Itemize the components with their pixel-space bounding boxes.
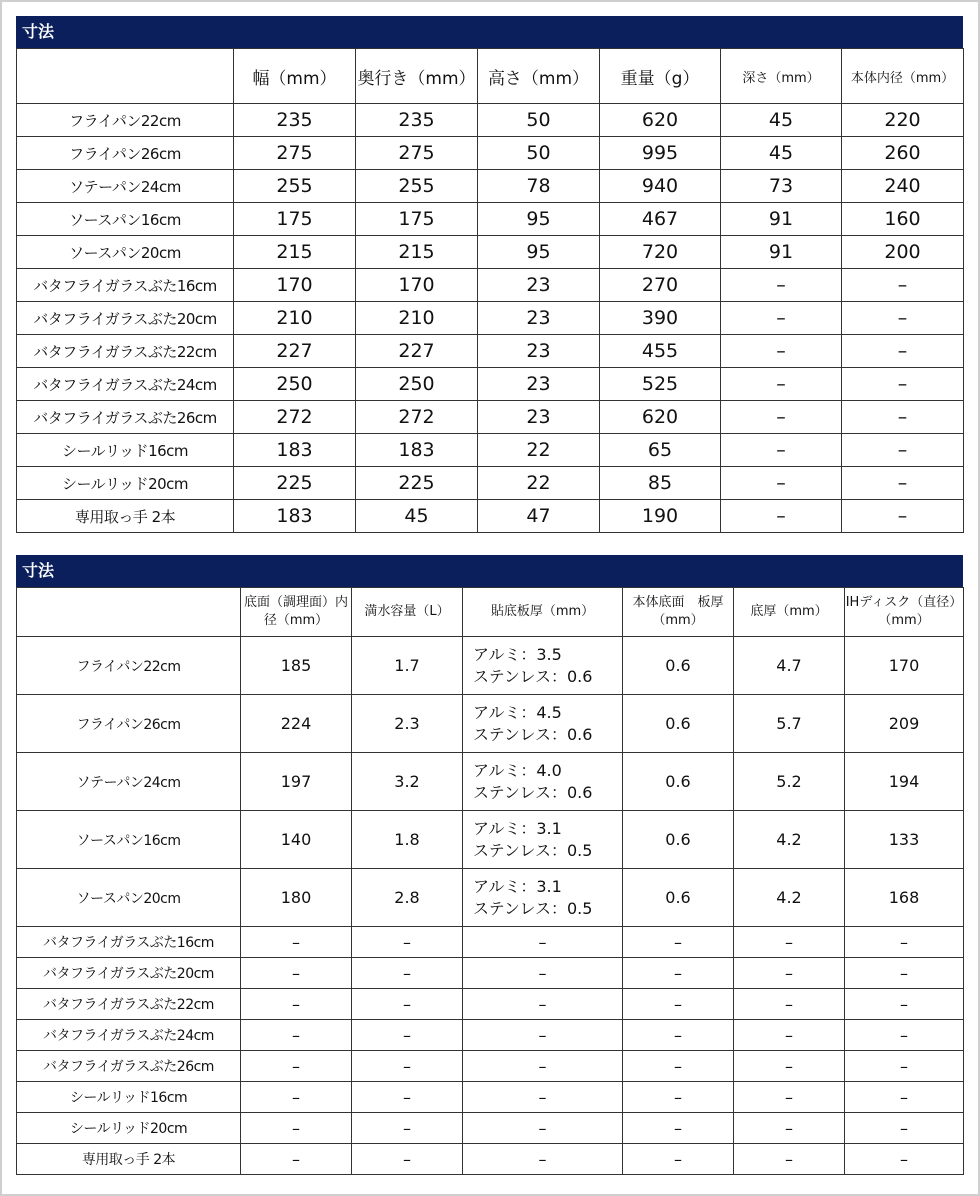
value-cell: 0.6 xyxy=(623,753,734,811)
value-cell: 5.7 xyxy=(734,695,845,753)
value-cell: 170 xyxy=(234,269,356,302)
value-cell: – xyxy=(734,1113,845,1144)
value-cell: 5.2 xyxy=(734,753,845,811)
value-cell: 45 xyxy=(721,104,842,137)
table-row xyxy=(17,302,964,335)
value-cell: – xyxy=(623,1051,734,1082)
product-name-cell: バタフライガラスぶた24cm xyxy=(17,1020,241,1051)
value-cell: – xyxy=(842,269,964,302)
dimensions-table-1 xyxy=(16,48,964,533)
plate-thickness-cell xyxy=(463,1020,623,1051)
value-cell: – xyxy=(352,1113,463,1144)
plate-line: ステンレス：0.6 xyxy=(473,666,593,686)
value-cell: – xyxy=(734,1144,845,1175)
value-cell: – xyxy=(352,989,463,1020)
header-cell: 本体内径（mm） xyxy=(842,49,964,104)
header-cell: 重量（g） xyxy=(600,49,721,104)
value-cell: 183 xyxy=(234,434,356,467)
value-cell: – xyxy=(352,958,463,989)
value-cell: – xyxy=(721,467,842,500)
table-row xyxy=(17,401,964,434)
value-cell: – xyxy=(845,958,964,989)
value-cell: 168 xyxy=(845,869,964,927)
plate-thickness-cell xyxy=(463,1082,623,1113)
value-cell: 95 xyxy=(478,203,600,236)
table-row xyxy=(17,869,964,927)
value-cell: 4.2 xyxy=(734,869,845,927)
dimensions-section-2 xyxy=(16,555,963,1175)
value-cell: 133 xyxy=(845,811,964,869)
value-cell: 250 xyxy=(234,368,356,401)
plate-thickness-cell xyxy=(463,637,623,695)
table-row xyxy=(17,1082,964,1113)
value-cell: – xyxy=(721,434,842,467)
value-cell: 270 xyxy=(600,269,721,302)
value-cell: 23 xyxy=(478,269,600,302)
value-cell: 180 xyxy=(241,869,352,927)
value-cell: 23 xyxy=(478,368,600,401)
product-name-cell: ソースパン16cm xyxy=(17,203,234,236)
value-cell: 995 xyxy=(600,137,721,170)
value-cell: 85 xyxy=(600,467,721,500)
value-cell: 240 xyxy=(842,170,964,203)
table-row xyxy=(17,236,964,269)
value-cell: – xyxy=(241,989,352,1020)
value-cell: 227 xyxy=(234,335,356,368)
table-row xyxy=(17,811,964,869)
table-row xyxy=(17,500,964,533)
value-cell: – xyxy=(241,1082,352,1113)
plate-line: – xyxy=(538,932,547,952)
product-name-cell: ソースパン20cm xyxy=(17,869,241,927)
value-cell: 272 xyxy=(234,401,356,434)
value-cell: – xyxy=(721,302,842,335)
value-cell: 91 xyxy=(721,236,842,269)
value-cell: 197 xyxy=(241,753,352,811)
product-name-cell: ソテーパン24cm xyxy=(17,753,241,811)
header-cell xyxy=(17,588,241,637)
value-cell: 215 xyxy=(356,236,478,269)
value-cell: 3.2 xyxy=(352,753,463,811)
product-name-cell: フライパン22cm xyxy=(17,637,241,695)
value-cell: – xyxy=(845,989,964,1020)
product-name-cell: バタフライガラスぶた26cm xyxy=(17,401,234,434)
value-cell: – xyxy=(734,958,845,989)
plate-thickness-cell xyxy=(463,1051,623,1082)
plate-line: ステンレス：0.6 xyxy=(473,782,593,802)
value-cell: 1.8 xyxy=(352,811,463,869)
value-cell: – xyxy=(845,927,964,958)
value-cell: – xyxy=(845,1051,964,1082)
value-cell: 185 xyxy=(241,637,352,695)
value-cell: 209 xyxy=(845,695,964,753)
header-row xyxy=(17,49,964,104)
value-cell: 235 xyxy=(356,104,478,137)
table-row xyxy=(17,1051,964,1082)
product-name-cell: シールリッド20cm xyxy=(17,467,234,500)
value-cell: 73 xyxy=(721,170,842,203)
value-cell: – xyxy=(241,1020,352,1051)
value-cell: 2.3 xyxy=(352,695,463,753)
product-name-cell: フライパン22cm xyxy=(17,104,234,137)
plate-thickness-cell xyxy=(463,869,623,927)
value-cell: – xyxy=(623,989,734,1020)
table-row xyxy=(17,989,964,1020)
value-cell: – xyxy=(623,1020,734,1051)
table-row xyxy=(17,434,964,467)
value-cell: – xyxy=(721,368,842,401)
value-cell: 175 xyxy=(356,203,478,236)
value-cell: 45 xyxy=(356,500,478,533)
value-cell: 220 xyxy=(842,104,964,137)
plate-thickness-cell xyxy=(463,958,623,989)
value-cell: 1.7 xyxy=(352,637,463,695)
table-row xyxy=(17,104,964,137)
header-cell: 深さ（mm） xyxy=(721,49,842,104)
value-cell: 0.6 xyxy=(623,869,734,927)
header-cell: 底厚（mm） xyxy=(734,588,845,637)
plate-thickness-cell xyxy=(463,927,623,958)
plate-line: ステンレス：0.5 xyxy=(473,898,593,918)
value-cell: 0.6 xyxy=(623,811,734,869)
plate-line: – xyxy=(538,1149,547,1169)
product-name-cell: バタフライガラスぶた16cm xyxy=(17,927,241,958)
product-name-cell: シールリッド16cm xyxy=(17,434,234,467)
value-cell: 200 xyxy=(842,236,964,269)
value-cell: – xyxy=(842,434,964,467)
value-cell: 45 xyxy=(721,137,842,170)
value-cell: – xyxy=(842,500,964,533)
value-cell: 272 xyxy=(356,401,478,434)
product-name-cell: バタフライガラスぶた16cm xyxy=(17,269,234,302)
value-cell: 91 xyxy=(721,203,842,236)
value-cell: 250 xyxy=(356,368,478,401)
table-row xyxy=(17,269,964,302)
product-name-cell: バタフライガラスぶた26cm xyxy=(17,1051,241,1082)
value-cell: 255 xyxy=(234,170,356,203)
value-cell: 78 xyxy=(478,170,600,203)
value-cell: 620 xyxy=(600,104,721,137)
value-cell: 225 xyxy=(234,467,356,500)
plate-line: – xyxy=(538,1025,547,1045)
value-cell: 22 xyxy=(478,434,600,467)
plate-line: アルミ：3.5 xyxy=(473,644,562,664)
plate-thickness-cell xyxy=(463,695,623,753)
value-cell: 225 xyxy=(356,467,478,500)
product-name-cell: バタフライガラスぶた22cm xyxy=(17,335,234,368)
value-cell: 140 xyxy=(241,811,352,869)
value-cell: 215 xyxy=(234,236,356,269)
plate-line: – xyxy=(538,1056,547,1076)
value-cell: – xyxy=(734,927,845,958)
value-cell: – xyxy=(623,1082,734,1113)
plate-line: – xyxy=(538,963,547,983)
value-cell: – xyxy=(241,927,352,958)
header-cell: 底面（調理面）内径（mm） xyxy=(241,588,352,637)
header-cell: 幅（mm） xyxy=(234,49,356,104)
value-cell: – xyxy=(842,467,964,500)
plate-thickness-cell xyxy=(463,1144,623,1175)
value-cell: – xyxy=(623,958,734,989)
table-row xyxy=(17,467,964,500)
product-name-cell: ソースパン16cm xyxy=(17,811,241,869)
value-cell: 190 xyxy=(600,500,721,533)
value-cell: 525 xyxy=(600,368,721,401)
product-name-cell: シールリッド16cm xyxy=(17,1082,241,1113)
table-row xyxy=(17,1144,964,1175)
value-cell: 2.8 xyxy=(352,869,463,927)
value-cell: – xyxy=(845,1113,964,1144)
header-cell: 高さ（mm） xyxy=(478,49,600,104)
value-cell: 23 xyxy=(478,302,600,335)
plate-line: – xyxy=(538,1118,547,1138)
header-cell: 満水容量（L） xyxy=(352,588,463,637)
dimensions-table-2 xyxy=(16,587,964,1175)
value-cell: 224 xyxy=(241,695,352,753)
plate-line: アルミ：4.5 xyxy=(473,702,562,722)
value-cell: – xyxy=(721,335,842,368)
value-cell: 47 xyxy=(478,500,600,533)
header-cell: 本体底面 板厚（mm） xyxy=(623,588,734,637)
value-cell: 260 xyxy=(842,137,964,170)
value-cell: 0.6 xyxy=(623,637,734,695)
product-name-cell: ソースパン20cm xyxy=(17,236,234,269)
header-row xyxy=(17,588,964,637)
table-row xyxy=(17,927,964,958)
value-cell: – xyxy=(734,989,845,1020)
table-row xyxy=(17,753,964,811)
value-cell: – xyxy=(734,1082,845,1113)
value-cell: 467 xyxy=(600,203,721,236)
product-name-cell: バタフライガラスぶた20cm xyxy=(17,302,234,335)
value-cell: – xyxy=(352,1020,463,1051)
dimensions-section-1 xyxy=(16,16,963,533)
value-cell: – xyxy=(842,335,964,368)
value-cell: – xyxy=(241,1144,352,1175)
plate-line: ステンレス：0.5 xyxy=(473,840,593,860)
value-cell: 620 xyxy=(600,401,721,434)
header-cell: 奥行き（mm） xyxy=(356,49,478,104)
table-row xyxy=(17,958,964,989)
value-cell: – xyxy=(623,1113,734,1144)
value-cell: 275 xyxy=(234,137,356,170)
product-name-cell: 専用取っ手 2本 xyxy=(17,1144,241,1175)
value-cell: 210 xyxy=(356,302,478,335)
table-row xyxy=(17,695,964,753)
header-cell: IHディスク（直径）（mm） xyxy=(845,588,964,637)
section-title: 寸法 xyxy=(16,555,963,587)
value-cell: – xyxy=(352,1082,463,1113)
value-cell: 50 xyxy=(478,104,600,137)
value-cell: 4.7 xyxy=(734,637,845,695)
value-cell: – xyxy=(623,927,734,958)
value-cell: – xyxy=(845,1020,964,1051)
value-cell: 170 xyxy=(845,637,964,695)
value-cell: 720 xyxy=(600,236,721,269)
value-cell: – xyxy=(734,1020,845,1051)
value-cell: 227 xyxy=(356,335,478,368)
value-cell: – xyxy=(352,1051,463,1082)
plate-line: アルミ：4.0 xyxy=(473,760,562,780)
table-row xyxy=(17,203,964,236)
table-row xyxy=(17,137,964,170)
product-name-cell: ソテーパン24cm xyxy=(17,170,234,203)
value-cell: 160 xyxy=(842,203,964,236)
value-cell: 940 xyxy=(600,170,721,203)
value-cell: 22 xyxy=(478,467,600,500)
value-cell: – xyxy=(721,401,842,434)
value-cell: – xyxy=(842,302,964,335)
table-row xyxy=(17,170,964,203)
value-cell: 0.6 xyxy=(623,695,734,753)
value-cell: 210 xyxy=(234,302,356,335)
plate-line: アルミ：3.1 xyxy=(473,818,562,838)
plate-line: アルミ：3.1 xyxy=(473,876,562,896)
value-cell: – xyxy=(241,958,352,989)
value-cell: – xyxy=(241,1113,352,1144)
value-cell: 170 xyxy=(356,269,478,302)
value-cell: – xyxy=(721,269,842,302)
value-cell: – xyxy=(721,500,842,533)
table-row xyxy=(17,1020,964,1051)
value-cell: 275 xyxy=(356,137,478,170)
product-name-cell: バタフライガラスぶた24cm xyxy=(17,368,234,401)
header-cell: 貼底板厚（mm） xyxy=(463,588,623,637)
value-cell: – xyxy=(241,1051,352,1082)
value-cell: – xyxy=(352,1144,463,1175)
value-cell: 235 xyxy=(234,104,356,137)
value-cell: – xyxy=(842,368,964,401)
product-name-cell: フライパン26cm xyxy=(17,695,241,753)
product-name-cell: 専用取っ手 2本 xyxy=(17,500,234,533)
value-cell: – xyxy=(845,1082,964,1113)
product-name-cell: バタフライガラスぶた20cm xyxy=(17,958,241,989)
plate-thickness-cell xyxy=(463,753,623,811)
table-row xyxy=(17,335,964,368)
table-row xyxy=(17,637,964,695)
value-cell: – xyxy=(352,927,463,958)
value-cell: 23 xyxy=(478,401,600,434)
product-name-cell: バタフライガラスぶた22cm xyxy=(17,989,241,1020)
value-cell: 95 xyxy=(478,236,600,269)
product-name-cell: シールリッド20cm xyxy=(17,1113,241,1144)
plate-line: ステンレス：0.6 xyxy=(473,724,593,744)
section-title: 寸法 xyxy=(16,16,963,48)
plate-thickness-cell xyxy=(463,1113,623,1144)
plate-line: – xyxy=(538,1087,547,1107)
value-cell: – xyxy=(845,1144,964,1175)
table-row xyxy=(17,368,964,401)
value-cell: – xyxy=(623,1144,734,1175)
value-cell: 23 xyxy=(478,335,600,368)
header-cell xyxy=(17,49,234,104)
value-cell: – xyxy=(842,401,964,434)
plate-line: – xyxy=(538,994,547,1014)
plate-thickness-cell xyxy=(463,989,623,1020)
value-cell: 255 xyxy=(356,170,478,203)
value-cell: 4.2 xyxy=(734,811,845,869)
value-cell: 183 xyxy=(356,434,478,467)
value-cell: 390 xyxy=(600,302,721,335)
value-cell: 183 xyxy=(234,500,356,533)
product-name-cell: フライパン26cm xyxy=(17,137,234,170)
value-cell: 175 xyxy=(234,203,356,236)
value-cell: 50 xyxy=(478,137,600,170)
value-cell: – xyxy=(734,1051,845,1082)
value-cell: 65 xyxy=(600,434,721,467)
plate-thickness-cell xyxy=(463,811,623,869)
value-cell: 194 xyxy=(845,753,964,811)
table-row xyxy=(17,1113,964,1144)
value-cell: 455 xyxy=(600,335,721,368)
